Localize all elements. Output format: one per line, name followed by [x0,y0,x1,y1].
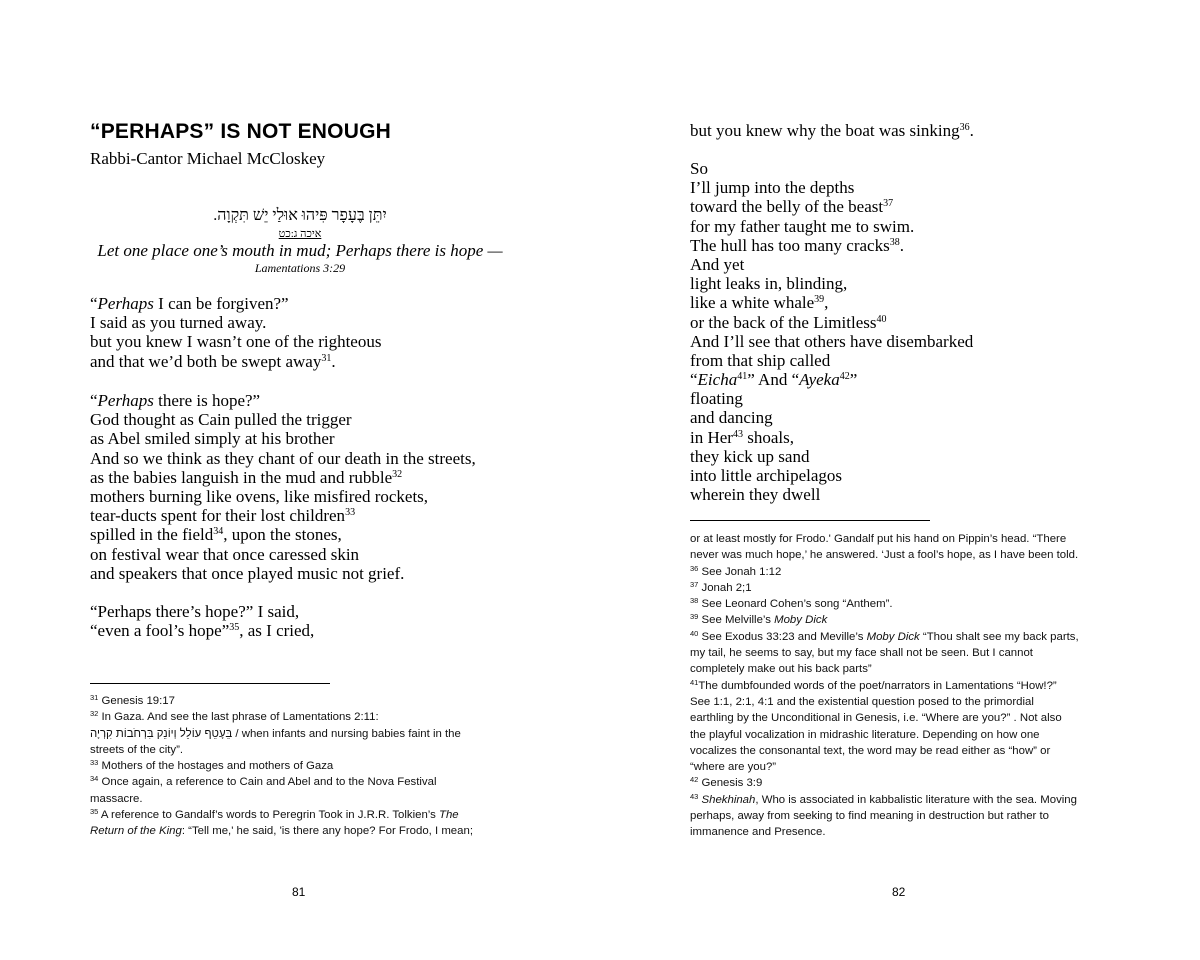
epigraph-hebrew: יִתֵּן בֶּעָפָר פִּיהוּ אוּלַי יֵשׁ תִּקְוָה. [213,207,387,224]
verse-line: And yet [690,254,745,274]
verse-line: from that ship called [690,350,831,370]
footnote-ref: 38 [889,236,900,248]
verse-line: mothers burning like ovens, like misfired rockets, [90,486,429,506]
footnote: $^{40}$ See Exodus 33:23 and Meville’s Moby Dick “Thou shalt see my back parts, [690,628,1079,643]
verse-line: but you knew why the boat was sinking$^{36}$. [690,121,974,140]
footnote: earthling by the Unconditional in Genesis, i.e. “Where are you?” . Not also [690,712,1062,725]
epigraph-english-source: Lamentations 3:29 [254,261,346,275]
footnote: “where are you?” [690,761,777,774]
verse-line: but you knew I wasn’t one of the righteous [90,332,382,352]
footnote: or at least mostly for Frodo.' Gandalf put his hand on Pippin’s head. “There [690,533,1067,545]
footnote-ref: 31 [321,352,332,364]
footnote-divider [90,683,330,684]
footnote: See 1:1, 2:1, 4:1 and the existential question posed to the primordial [690,695,1034,708]
footnote: completely make out his back parts” [690,663,872,676]
footnote: perhaps, away from seeking to find meaning in destruction but rather to [690,810,1050,823]
verse-line: for my father taught me to swim. [690,216,915,236]
footnote: $^{31}$ Genesis 19:17 [90,693,175,707]
footnote: $^{34}$ Once again, a reference to Cain and Abel and to the Nova Festival [90,774,437,789]
verse-line: and that we’d both be swept away$^{31}$. [90,351,336,371]
page-number: 81 [292,885,306,899]
verse-line: “Perhaps there’s hope?” I said, [90,602,300,621]
right-page [600,0,1200,960]
footnote: בֵּעָטֵף עוֹלֵל וְיוֹנֵק בִּרְחֹבוֹת קִרְיָה / when infants and nursing babies faint in the [90,727,461,740]
epigraph-hebrew-source: איכה ג:כט [278,228,322,240]
footnote-ref: 36 [959,122,970,133]
footnote-ref: 41 [737,371,748,383]
verse-line: and dancing [690,408,773,428]
verse-line: floating [690,389,743,409]
footnote-ref: 39 [814,294,825,306]
footnote: $^{43}$ Shekhinah, Who is associated in kabbalistic literature with the sea. Moving [690,791,1077,806]
verse-line: I’ll jump into the depths [690,178,855,198]
epigraph-english: Let one place one’s mouth in mud; Perhaps there is hope — [97,241,503,260]
footnote: immanence and Presence. [690,826,826,839]
stanza-2 [90,391,476,583]
footnote-ref: 43 [732,428,743,440]
footnotes-right [690,531,1130,841]
verse-line: like a white whale$^{39}$, [690,293,829,313]
footnote-ref: 34 [213,526,224,538]
footnote: vocalizes the consonantal text, the word may be read either as “how” or [690,744,1051,757]
verse-line: as Abel smiled simply at his brother [90,429,335,449]
footnote-ref: 37 [883,198,894,210]
footnote: never was much hope,’ he answered. ‘Just a fool’s hope, as I have been told. [690,549,1079,562]
footnote-divider [690,520,930,521]
verse-line: on festival wear that once caressed skin [90,544,360,564]
footnote-ref: 42 [839,371,850,383]
footnote-ref: 32 [392,468,403,480]
footnote: $^{36}$ See Jonah 1:12 [690,563,782,578]
stanza-1 [90,294,381,371]
verse-line: And so we think as they chant of our death in the streets, [90,448,476,468]
verse-line: “Perhaps there is hope?” [90,391,261,410]
footnotes-left [90,693,520,840]
footnote: streets of the city”. [90,743,184,756]
verse-line: or the back of the Limitless$^{40}$ [690,312,887,332]
verse-line: spilled in the field$^{34}$, upon the stones, [90,525,342,545]
poem-title: “PERHAPS” IS NOT ENOUGH [90,120,391,143]
footnote: Return of the King: “Tell me,' he said, 'is there any hope? For Frodo, I mean; [90,825,473,838]
footnote-ref: 35 [229,622,240,634]
verse-line: The hull has too many cracks$^{38}$. [690,235,904,255]
verse-line: So [690,159,708,178]
footnote: the playful vocalization in midrashic literature. Depending on how one [690,728,1040,741]
stanza-3 [90,602,314,640]
verse-line: And I’ll see that others have disembarked [690,331,974,351]
footnote: $^{42}$ Genesis 3:9 [690,775,763,790]
footnote: $^{39}$ See Melville’s Moby Dick [690,612,828,627]
footnote-ref: 33 [345,507,356,519]
stanza-4 [690,159,973,504]
verse-line: toward the belly of the beast$^{37}$ [690,197,894,217]
verse-line: “Perhaps I can be forgiven?” [90,294,289,313]
verse-line: in Her$^{43}$ shoals, [690,427,794,447]
footnote: $^{41}$The dumbfounded words of the poet/narrators in Lamentations “How!?” [690,677,1057,692]
footnote: $^{33}$ Mothers of the hostages and mothers of Gaza [90,758,334,773]
verse-continued [690,121,974,140]
verse-line: “even a fool’s hope”$^{35}$, as I cried, [90,621,315,641]
verse-line: I said as you turned away. [90,313,267,333]
verse-line: tear-ducts spent for their lost children$^{33}$ [90,506,356,526]
verse-line: as the babies languish in the mud and rubble$^{32}$ [90,467,403,487]
footnote: $^{38}$ See Leonard Cohen’s song “Anthem”. [690,596,893,611]
page-number: 82 [892,885,906,899]
footnote: $^{35}$ A reference to Gandalf’s words to Peregrin Took in J.R.R. Tolkien’s The [90,807,459,822]
verse-line: wherein they dwell [690,485,821,505]
verse-line: God thought as Cain pulled the trigger [90,410,352,430]
footnote: my tail, he seems to say, but my face shall not be seen. But I cannot [690,647,1033,660]
footnote: $^{37}$ Jonah 2;1 [690,579,752,594]
verse-line: into little archipelagos [690,466,843,485]
footnote-ref: 40 [876,313,887,325]
verse-line: “Eicha$^{41}$” And “Ayeka$^{42}$” [690,370,858,390]
verse-line: and speakers that once played music not grief. [90,563,405,583]
footnote: $^{32}$ In Gaza. And see the last phrase of Lamentations 2:11: [90,709,379,724]
footnote: massacre. [90,792,143,805]
poem-author: Rabbi-Cantor Michael McCloskey [90,149,326,168]
verse-line: light leaks in, blinding, [690,274,848,294]
verse-line: they kick up sand [690,446,810,466]
